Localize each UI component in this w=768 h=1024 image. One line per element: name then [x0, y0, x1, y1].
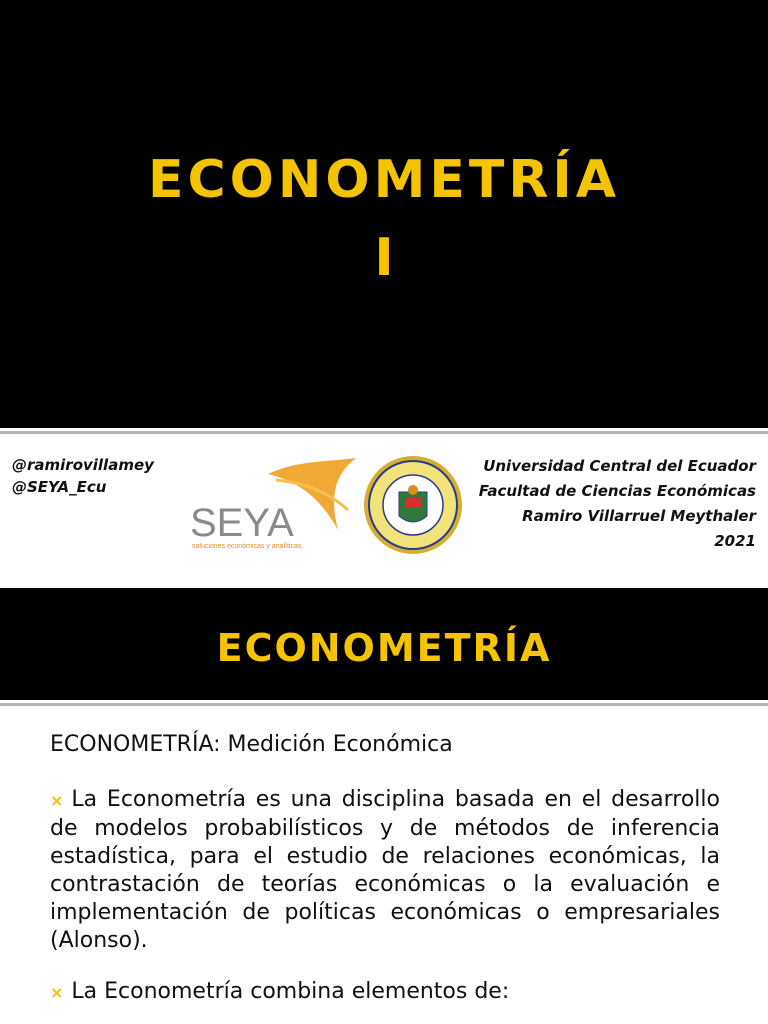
- university-name: Universidad Central del Ecuador: [483, 457, 756, 475]
- content-slide-title: ECONOMETRÍA: [216, 626, 552, 670]
- paragraph-text: La Econometría combina elementos de:: [71, 979, 510, 1004]
- handle-seya: @SEYA_Ecu: [12, 478, 107, 496]
- divider: [0, 703, 768, 706]
- divider: [0, 431, 768, 434]
- seya-logo: [188, 452, 364, 552]
- faculty-name: Facultad de Ciencias Económicas: [478, 482, 756, 500]
- social-handles: [12, 454, 154, 498]
- seya-logo-tagline: soluciones económicas y analíticas: [192, 543, 302, 550]
- university-seal: [362, 454, 464, 556]
- content-slide-header: [0, 588, 768, 700]
- bullet-x-icon: ×: [50, 983, 64, 1002]
- handle-personal: @ramirovillamey: [12, 456, 154, 474]
- institution-info: [479, 454, 756, 554]
- bullet-paragraph: [50, 786, 720, 955]
- bullet-x-icon: ×: [50, 791, 64, 810]
- content-subtitle: ECONOMETRÍA: Medición Económica: [50, 732, 453, 757]
- paragraph-text: La Econometría es una disciplina basada en el desarrollo de modelos probabilísticos y de métodos de inferencia estadística, para el estudio de relaciones económicas, la contrastación de teorías económicas o la evaluación e implementación de políticas económicas o empresariales (Alonso).: [50, 787, 720, 953]
- seya-logo-text: SEYA: [190, 501, 294, 545]
- author-name: Ramiro Villarruel Meythaler: [522, 507, 756, 525]
- content-slide: [0, 578, 768, 1024]
- title-slide-header: [0, 0, 768, 428]
- bullet-paragraph: [50, 978, 720, 1007]
- slide-title: ECONOMETRÍA: [148, 150, 620, 210]
- slide-title-numeral: I: [374, 228, 394, 288]
- year: 2021: [714, 532, 756, 550]
